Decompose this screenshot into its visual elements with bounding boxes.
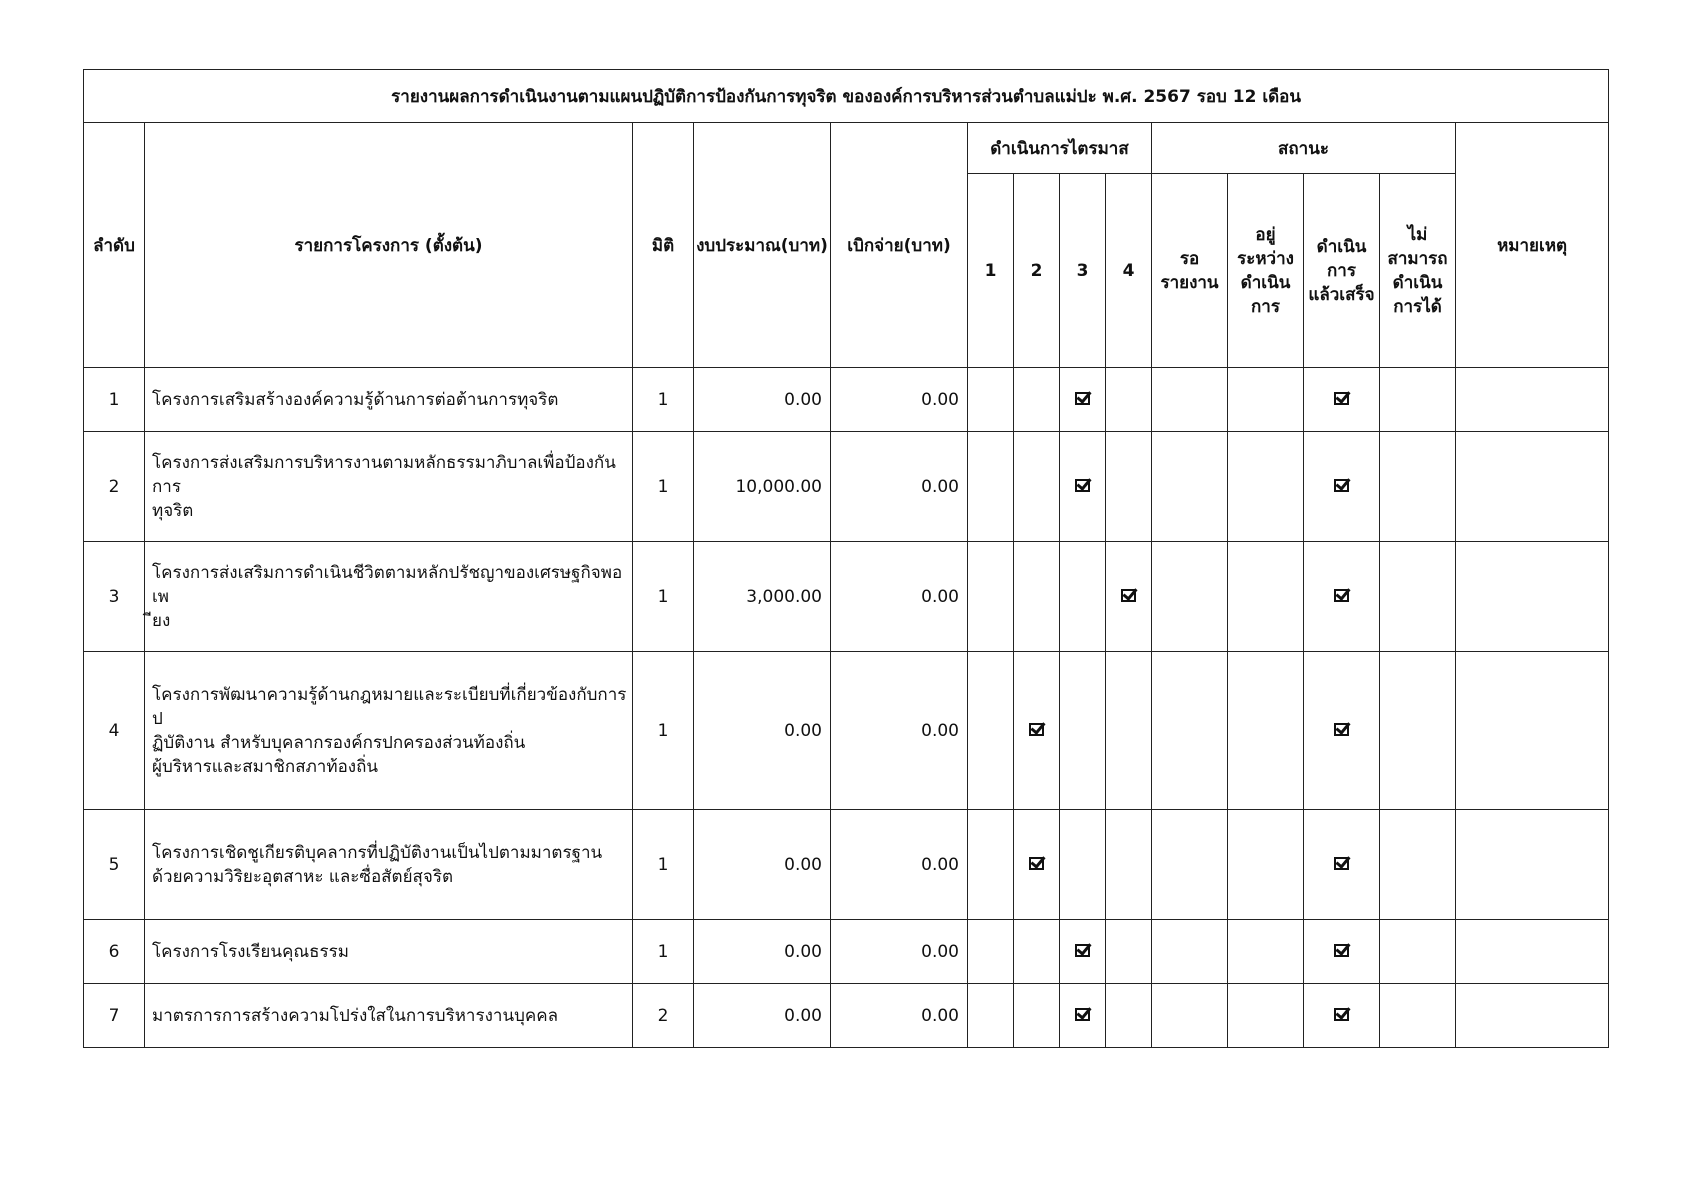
row-status-done — [1304, 368, 1380, 432]
row-status-unable — [1380, 652, 1456, 810]
row-status-unable — [1380, 542, 1456, 652]
row-quarter-3 — [1060, 920, 1106, 984]
row-project-name — [145, 920, 633, 984]
row-status-in-progress — [1228, 984, 1304, 1048]
row-remark — [1456, 652, 1609, 810]
header-quarter-group: ดำเนินการไตรมาส — [968, 123, 1152, 174]
row-disbursed: 0.00 — [831, 542, 968, 652]
row-project-name — [145, 984, 633, 1048]
row-status-wait — [1152, 652, 1228, 810]
row-budget: 0.00 — [694, 810, 831, 920]
row-disbursed: 0.00 — [831, 652, 968, 810]
header-status-group: สถานะ — [1152, 123, 1456, 174]
row-status-done — [1304, 810, 1380, 920]
row-quarter-2 — [1014, 810, 1060, 920]
row-dimension: 1 — [633, 368, 694, 432]
row-status-in-progress — [1228, 368, 1304, 432]
row-status-unable — [1380, 432, 1456, 542]
table-row — [84, 920, 1609, 984]
row-quarter-4 — [1106, 542, 1152, 652]
checked-checkbox-icon — [1075, 392, 1090, 405]
checked-checkbox-icon — [1334, 1008, 1349, 1021]
header-quarter-4: 4 — [1106, 174, 1152, 368]
project-name-line: มาตรการการสร้างความโปร่งใสในการบริหารงานบุคคล — [152, 1005, 559, 1026]
row-quarter-3 — [1060, 368, 1106, 432]
row-remark — [1456, 432, 1609, 542]
checked-checkbox-icon — [1075, 479, 1090, 492]
row-quarter-1 — [968, 432, 1014, 542]
row-seq: 6 — [84, 920, 145, 984]
header-quarter-3: 3 — [1060, 174, 1106, 368]
header-seq: ลำดับ — [84, 123, 145, 368]
row-status-unable — [1380, 984, 1456, 1048]
checked-checkbox-icon — [1334, 723, 1349, 736]
project-name-line: ฏิบัติงาน สำหรับบุคลากรองค์กรปกครองส่วนท้องถิ่น — [152, 732, 526, 753]
project-name-line: โครงการเสริมสร้างองค์ความรู้ด้านการต่อต้านการทุจริต — [152, 389, 559, 410]
row-status-wait — [1152, 368, 1228, 432]
row-status-done — [1304, 984, 1380, 1048]
row-quarter-4 — [1106, 984, 1152, 1048]
row-quarter-1 — [968, 810, 1014, 920]
row-seq: 2 — [84, 432, 145, 542]
row-status-wait — [1152, 810, 1228, 920]
row-quarter-2 — [1014, 920, 1060, 984]
row-status-unable — [1380, 810, 1456, 920]
row-project-name — [145, 810, 633, 920]
checked-checkbox-icon — [1334, 479, 1349, 492]
table-row — [84, 542, 1609, 652]
row-quarter-1 — [968, 920, 1014, 984]
table-row — [84, 368, 1609, 432]
row-status-wait — [1152, 432, 1228, 542]
row-seq: 5 — [84, 810, 145, 920]
row-project-name — [145, 368, 633, 432]
row-quarter-1 — [968, 652, 1014, 810]
row-seq: 3 — [84, 542, 145, 652]
row-status-in-progress — [1228, 652, 1304, 810]
row-project-name — [145, 432, 633, 542]
row-quarter-3 — [1060, 432, 1106, 542]
row-status-in-progress — [1228, 810, 1304, 920]
checked-checkbox-icon — [1334, 944, 1349, 957]
row-budget: 3,000.00 — [694, 542, 831, 652]
row-budget: 0.00 — [694, 920, 831, 984]
row-quarter-2 — [1014, 542, 1060, 652]
row-quarter-2 — [1014, 984, 1060, 1048]
row-quarter-4 — [1106, 368, 1152, 432]
header-status-done: ดำเนิน การ แล้วเสร็จ — [1304, 174, 1380, 368]
header-status-in-progress: อยู่ ระหว่าง ดำเนิน การ — [1228, 174, 1304, 368]
row-status-in-progress — [1228, 542, 1304, 652]
header-quarter-2: 2 — [1014, 174, 1060, 368]
header-budget: งบประมาณ(บาท) — [694, 123, 831, 368]
row-quarter-4 — [1106, 810, 1152, 920]
row-dimension: 1 — [633, 810, 694, 920]
project-name-line: โครงการส่งเสริมการดำเนินชีวิตตามหลักปรัชญาของเศรษฐกิจพอเพ — [152, 562, 623, 607]
report-title: รายงานผลการดำเนินงานตามแผนปฏิบัติการป้องกันการทุจริต ขององค์การบริหารส่วนตำบลแม่ปะ พ.ศ. 2567 รอบ 12 เดือน — [84, 70, 1609, 123]
row-quarter-3 — [1060, 652, 1106, 810]
row-status-in-progress — [1228, 920, 1304, 984]
checked-checkbox-icon — [1029, 723, 1044, 736]
row-seq: 4 — [84, 652, 145, 810]
row-quarter-1 — [968, 542, 1014, 652]
row-quarter-2 — [1014, 652, 1060, 810]
row-budget: 10,000.00 — [694, 432, 831, 542]
row-dimension: 1 — [633, 542, 694, 652]
table-row — [84, 652, 1609, 810]
row-dimension: 1 — [633, 652, 694, 810]
header-quarter-1: 1 — [968, 174, 1014, 368]
project-name-line: ทุจริต — [152, 500, 194, 521]
row-budget: 0.00 — [694, 652, 831, 810]
header-project: รายการโครงการ (ตั้งต้น) — [145, 123, 633, 368]
row-remark — [1456, 368, 1609, 432]
row-dimension: 2 — [633, 984, 694, 1048]
row-quarter-1 — [968, 368, 1014, 432]
checked-checkbox-icon — [1075, 1008, 1090, 1021]
row-quarter-2 — [1014, 432, 1060, 542]
table-row — [84, 984, 1609, 1048]
row-status-done — [1304, 920, 1380, 984]
row-status-done — [1304, 542, 1380, 652]
row-seq: 7 — [84, 984, 145, 1048]
checked-checkbox-icon — [1029, 857, 1044, 870]
row-quarter-1 — [968, 984, 1014, 1048]
row-disbursed: 0.00 — [831, 810, 968, 920]
project-name-line: โครงการพัฒนาความรู้ด้านกฎหมายและระเบียบที่เกี่ยวข้องกับการป — [152, 684, 627, 729]
row-budget: 0.00 — [694, 368, 831, 432]
row-dimension: 1 — [633, 432, 694, 542]
header-remark: หมายเหตุ — [1456, 123, 1609, 368]
checked-checkbox-icon — [1334, 857, 1349, 870]
table-row — [84, 432, 1609, 542]
row-status-unable — [1380, 368, 1456, 432]
row-quarter-4 — [1106, 920, 1152, 984]
row-remark — [1456, 810, 1609, 920]
anti-corruption-report-table — [83, 69, 1609, 1048]
row-disbursed: 0.00 — [831, 368, 968, 432]
row-disbursed: 0.00 — [831, 432, 968, 542]
checked-checkbox-icon — [1075, 944, 1090, 957]
row-status-unable — [1380, 920, 1456, 984]
row-project-name — [145, 542, 633, 652]
row-status-wait — [1152, 920, 1228, 984]
project-name-line: โครงการเชิดชูเกียรติบุคลากรที่ปฏิบัติงานเป็นไปตามมาตรฐาน — [152, 842, 603, 863]
project-name-line: ผู้บริหารและสมาชิกสภาท้องถิ่น — [152, 756, 378, 777]
row-quarter-4 — [1106, 432, 1152, 542]
table-row — [84, 810, 1609, 920]
row-seq: 1 — [84, 368, 145, 432]
project-name-line: โครงการโรงเรียนคุณธรรม — [152, 941, 349, 962]
row-quarter-3 — [1060, 810, 1106, 920]
row-budget: 0.00 — [694, 984, 831, 1048]
row-project-name — [145, 652, 633, 810]
row-quarter-3 — [1060, 542, 1106, 652]
row-remark — [1456, 920, 1609, 984]
checked-checkbox-icon — [1334, 392, 1349, 405]
checked-checkbox-icon — [1121, 589, 1136, 602]
row-status-in-progress — [1228, 432, 1304, 542]
row-status-done — [1304, 432, 1380, 542]
row-status-done — [1304, 652, 1380, 810]
row-disbursed: 0.00 — [831, 984, 968, 1048]
row-remark — [1456, 542, 1609, 652]
header-dimension: มิติ — [633, 123, 694, 368]
project-name-line: ด้วยความวิริยะอุตสาหะ และซื่อสัตย์สุจริต — [152, 866, 454, 887]
row-quarter-3 — [1060, 984, 1106, 1048]
row-dimension: 1 — [633, 920, 694, 984]
checked-checkbox-icon — [1334, 589, 1349, 602]
header-disbursed: เบิกจ่าย(บาท) — [831, 123, 968, 368]
header-status-wait: รอ รายงาน — [1152, 174, 1228, 368]
row-status-wait — [1152, 984, 1228, 1048]
row-disbursed: 0.00 — [831, 920, 968, 984]
row-quarter-2 — [1014, 368, 1060, 432]
project-name-line: ียง — [152, 610, 171, 631]
project-name-line: โครงการส่งเสริมการบริหารงานตามหลักธรรมาภิบาลเพื่อป้องกันการ — [152, 452, 616, 497]
header-status-unable: ไม่ สามารถ ดำเนิน การได้ — [1380, 174, 1456, 368]
row-quarter-4 — [1106, 652, 1152, 810]
row-remark — [1456, 984, 1609, 1048]
row-status-wait — [1152, 542, 1228, 652]
